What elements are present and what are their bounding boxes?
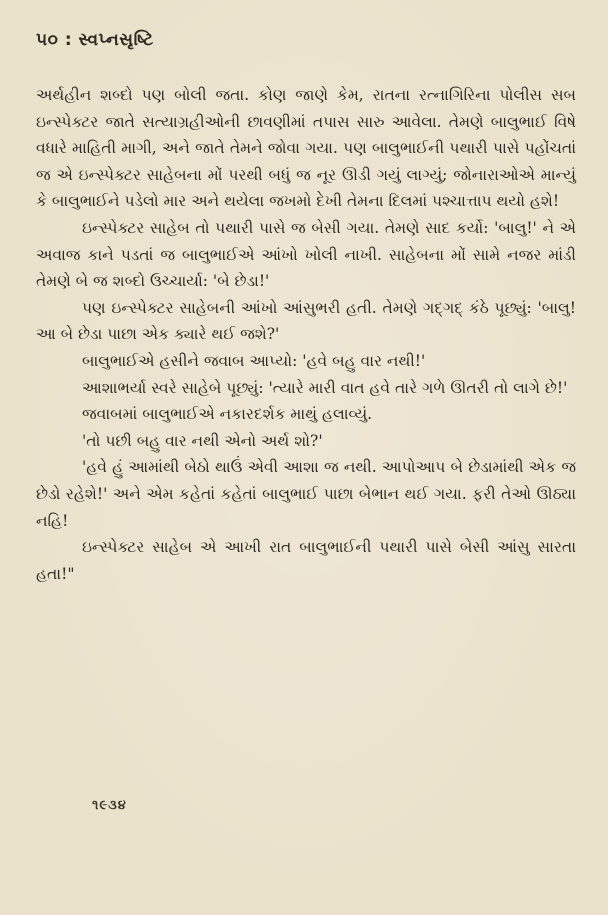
- paragraph: અર્થહીન શબ્દો પણ બોલી જતા. કોણ જાણે કેમ, રાતના રત્નાગિરિના પોલીસ સબ ઇન્સ્પેક્ટર જાતે સત્યાગ્રહીઓની છાવણીમાં તપાસ સારુ આવેલા. તેમણે બાલુભાઈ વિષે વધારે માહિતી માગી, અને જાતે તેમને જોવા ગયા. પણ બાલુભાઈની પથારી પાસે પહોંચતાં જ એ ઇન્સ્પેક્ટર સાહેબના મોં પરથી બધું જ નૂર ઊડી ગયું લાગ્યું; જોનારાઓએ માન્યું કે બાલુભાઈને પડેલો માર અને થયેલા જખમો દેખી તેમના દિલમાં પશ્ચાત્તાપ થયો હશે!: [36, 86, 576, 211]
- paragraph: જવાબમાં બાલુભાઈએ નકારદર્શક માથું હલાવ્યું.: [82, 405, 373, 424]
- paragraph: ઇન્સ્પેક્ટર સાહેબ એ આખી રાત બાલુભાઈની પથારી પાસે બેસી આંસુ સારતા હતા!": [36, 538, 576, 583]
- body-text: [36, 82, 576, 587]
- paragraph: 'તો પછી બહુ વાર નથી એનો અર્થ શો?': [82, 431, 323, 450]
- paragraph: આશાભર્યા સ્વરે સાહેબે પૂછ્યું: 'ત્યારે મારી વાત હવે તારે ગળે ઊતરી તો લાગે છે!': [82, 378, 568, 397]
- footer-code: ૧૯૩૪: [92, 798, 127, 813]
- paragraph: પણ ઇન્સ્પેક્ટર સાહેબની આંખો આંસુભરી હતી. તેમણે ગદ્ગદ્ કંઠે પૂછ્યું: 'બાલુ! આ બે છેડા પાછા એક ક્યારે થઈ જશે?': [36, 298, 576, 344]
- paragraph: ઇન્સ્પેક્ટર સાહેબ તો પથારી પાસે જ બેસી ગયા. તેમણે સાદ કર્યો: 'બાલુ!' ને એ અવાજ કાને પડતાં જ બાલુભાઈએ આંખો ખોલી નાખી. સાહેબના મોં સામે નજર માંડી તેમણે બે જ શબ્દો ઉચ્ચાર્યા: 'બે છેડા!': [36, 218, 576, 291]
- paragraph: 'હવે હું આમાંથી બેઠો થાઉં એવી આશા જ નથી. આપોઆપ બે છેડામાંથી એક જ છેડો રહેશે!' અને એમ કહેતાં કહેતાં બાલુભાઈ પાછા બેભાન થઈ ગયા. ફરી તેઓ ઊઠ્યા નહિ!: [36, 458, 576, 530]
- running-head: ૫૦ : સ્વપ્નસૃષ્ટિ: [36, 30, 154, 50]
- paragraph: બાલુભાઈએ હસીને જવાબ આપ્યો: 'હવે બહુ વાર નથી!': [82, 351, 426, 370]
